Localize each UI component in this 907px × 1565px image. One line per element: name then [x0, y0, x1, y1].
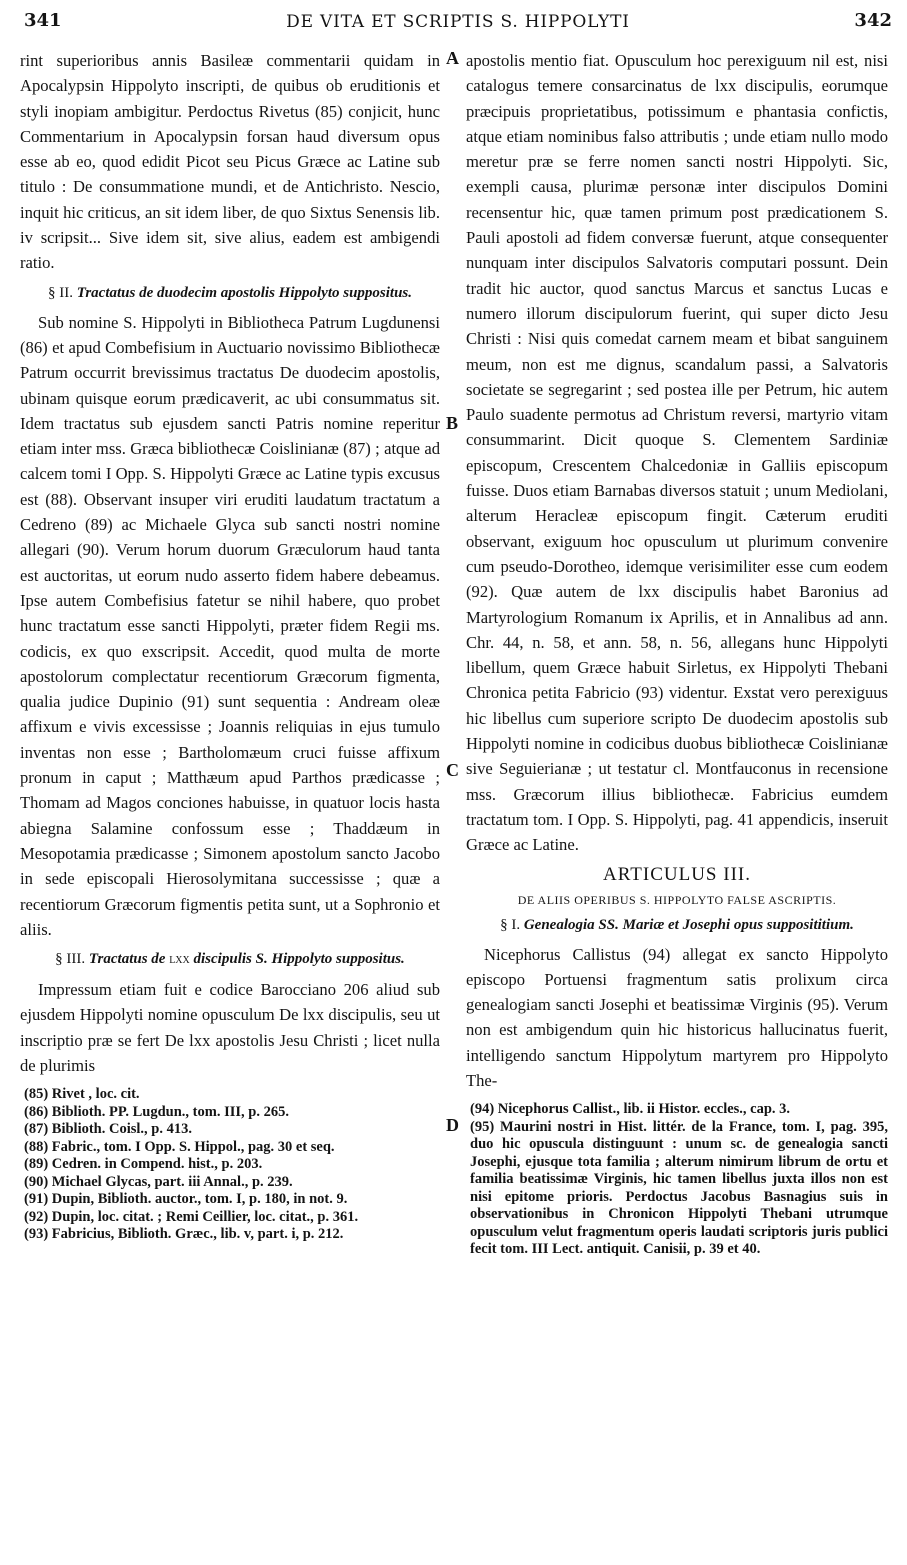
- margin-letter-a: A: [446, 48, 459, 68]
- paragraph: Sub nomine S. Hippolyti in Bibliotheca Patrum Lugdunensi (86) et apud Combefisium in Auctuario novissimo Bibliothecæ Patrum occurrit brevissimus tractatus De duodecim apostolis, ubinam quisque eorum prædicaverit, ac ubi consummatus sit. Idem tractatus sub ejusdem sancti Patris nomine reperitur etiam inter mss. Græca bibliothecæ Coislinianæ (87) ; atque ad calcem tomi I Opp. S. Hippolyti Græce ac Latine typis excusus est (88). Observant insuper viri eruditi laudatum tractatum a Cedreno (89) ac Michaele Glyca sub sancti nostri nomine allegari (90). Verum horum duorum Græculorum haud tanta est auctoritas, ut eorum nudo asserto fidem habere debeamus. Ipse autem Combefisius fatetur se nihil habere, quo probet hunc tractatum esse sancti Hippolyti, præter fidem Regii ms. codicis, ex quo exscripsit. Accedit, quod multa de morte apostolorum complectatur recentiorum Græcorum figmenta, qualia judice Dupinio (91) sunt sequentia : Andream oleæ affixum e vivis excessisse ; Joannis reliquias in ejus tumulo inventas non esse ; Bartholomæum cruci fuisse affixum pronum in caput ; Matthæum apud Parthos prædicasse ; Thomam ad Magos conciones habuisse, in quatuor locis hasta abiegna Salamine confossum esse ; Thaddæum in Mesopotamia prædicasse ; Simonem apostolum sancto Jacobo in sede episcopali Hierosolymitana successisse ; quæ a recentiorum Græcorum figmentis petita sunt, ut a Sophronio et aliis.: [20, 312, 440, 939]
- footnote: (94) Nicephorus Callist., lib. ii Histor. eccles., cap. 3.: [470, 1101, 791, 1118]
- footnote: (89) Cedren. in Compend. hist., p. 203.: [24, 1156, 263, 1173]
- footnote: (92) Dupin, loc. citat. ; Remi Ceillier, loc. citat., p. 361.: [24, 1208, 359, 1225]
- paragraph: apostolis mentio fiat. Opusculum hoc perexiguum nil est, nisi catalogus temere consarcinatus de lxx discipulis, eorumque præcipuis proprietatibus, potissimum e phantasia confictis, atque etiam nominibus falso attributis ; unde etiam nullo modo meretur præ se ferre nomen sancti nostri Hippolyti. Sic, exempli causa, plurimæ personæ inter discipulos Domini recensentur hic, quæ tamen primum post prædicationem S. Pauli apostoli ad fidem conversæ fuerunt, atque consequenter nunquam inter discipulos Salvatoris computari possunt. Dein tradit hic auctor, quod sanctus Marcus et sanctus Lucas e numero illorum discipulorum fuerint, qui super dicto Jesu Christi : Nisi quis comedat carnem meam et bibat sanguinem meum, non est me dignus, scandalum passi, a Salvatoris societate se segregarint ; sed postea ille per Petrum, hic autem Paulo suadente permotus ad Christum reversi, martyrio vitam consummarint. Dicit quoque S. Clementem Sardiniæ episcopum, Crescentem Chalcedoniæ in Galliis episcopum fuisse. Duos etiam Barnabas diversos statuit ; unum Mediolani, alterum Heracleæ episcopum fingit. Cæterum eruditi observant, exiguum hoc opusculum ut plurimum convenire cum pseudo-Dorotheo, idemque verisimiliter esse cum eodem (92). Quæ autem de lxx discipulis habet Baronius ad Martyrologium Romanum ix Aprilis, et in Annalibus ad ann. Chr. 44, n. 58, et ann. 58, n. 56, allegans hunc Hippolyti libellum, quem Græce habuit Sirletus, ex Hippolyti Thebani Chronica petita Fabricio (93) videntur. Exstat vero perexiguus hic libellus cum superiore scripto De duodecim apostolis sub Hippolyti nomine in codicibus duobus bibliothecæ Coislinianæ sive Seguierianæ ; ut testatur cl. Montfauconus in recensione mss. Græcorum illius bibliothecæ. Fabricius eumdem tractatum tom. I Opp. S. Hippolyti, pag. 41 appendicis, inseruit Græce ac Latine.: [466, 51, 888, 855]
- margin-letter-c: C: [446, 760, 459, 780]
- section-title: Tractatus de duodecim apostolis Hippolyto suppositus.: [76, 284, 413, 301]
- right-column: [466, 48, 888, 1548]
- footnote: (85) Rivet , loc. cit.: [24, 1086, 140, 1103]
- footnotes: [466, 1101, 888, 1259]
- page-number-left: 341: [24, 10, 62, 31]
- margin-letter-d: D: [446, 1115, 459, 1135]
- section-title: Genealogia SS. Mariæ et Josephi opus supposititium.: [523, 916, 854, 933]
- footnote: (88) Fabric., tom. I Opp. S. Hippol., pag. 30 et seq.: [24, 1138, 335, 1155]
- section-title: discipulis S. Hippolyto suppositus.: [193, 951, 405, 968]
- section-number: § I.: [500, 916, 521, 933]
- article-heading: ARTICULUS III.: [603, 863, 751, 885]
- footnote: (87) Biblioth. Coisl., p. 413.: [24, 1121, 192, 1138]
- section-heading: [20, 284, 440, 302]
- section-title: Tractatus de: [88, 951, 166, 968]
- paragraph: Impressum etiam fuit e codice Barocciano 206 aliud sub ejusdem Hippolyti nomine opusculum De lxx discipulis, seu ut inscriptio præ se fert De lxx apostolis Jesu Christi ; licet nulla de plurimis: [20, 980, 440, 1075]
- article-subheading: DE ALIIS OPERIBUS S. HIPPOLYTO FALSE ASCRIPTIS.: [517, 892, 837, 907]
- section-number: § III.: [55, 951, 86, 968]
- running-head: [24, 10, 892, 40]
- section-heading: [20, 950, 440, 969]
- paragraph: rint superioribus annis Basileæ commentarii quidam in Apocalypsin Hippolyto inscripti, de quibus ob eruditionis et styli inopiam ambigitur. Perdoctus Rivetus (85) conjicit, hunc Commentarium in Apocalypsin forsan haud diversum opus esse ab eo, quod edidit Picot seu Picus Græce ac Latine sub titulo : De consummatione mundi, et de Antichristo. Nescio, inquit hic criticus, an sit idem liber, de quo Sixtus Senensis lib. iv scripsit... Sive idem sit, sive alius, eadem est ambigendi ratio.: [20, 51, 440, 273]
- running-title: DE VITA ET SCRIPTIS S. HIPPOLYTI: [286, 12, 630, 32]
- footnote: (91) Dupin, Biblioth. auctor., tom. I, p. 180, in not. 9.: [24, 1191, 348, 1208]
- paragraph: Nicephorus Callistus (94) allegat ex sancto Hippolyto episcopo Portuensi fragmentum satis prolixum circa genealogiam sancti Josephi et beatissimæ Virginis (95). Verum non est ambigendum quin hic historicus hallucinatus fuerit, intelligendo sanctum Hippolytum martyrem pro Hippolyto The-: [466, 944, 888, 1090]
- footnote: (95) Maurini nostri in Hist. littér. de la France, tom. I, pag. 395, duo hic opuscula distinguunt : unum sc. de genealogia sancti Josephi, ejusque tota familia ; alterum nimirum librum de ortu et familia beatissimæ Virginis, hic tamen libellus juxta illos non est nisi epitome prioris. Perdoctus Jacobus Basnagius suis in observationibus in Chronicon Hippolyti Thebani utrumque opusculum velut fragmentum operis laudati scriptoris juris publici fecit tom. III Lect. antiquit. Canisii, p. 39 et 40.: [470, 1118, 888, 1258]
- margin-letter-b: B: [446, 413, 459, 433]
- section-number: § II.: [47, 284, 73, 301]
- footnotes: [20, 1086, 440, 1244]
- footnote: (90) Michael Glycas, part. iii Annal., p. 239.: [24, 1173, 293, 1190]
- section-title-numeral: lxx: [169, 952, 190, 968]
- footnote: (93) Fabricius, Biblioth. Græc., lib. v, part. i, p. 212.: [24, 1226, 344, 1243]
- section-heading: [466, 916, 888, 934]
- left-column: [20, 48, 440, 1548]
- footnote: (86) Biblioth. PP. Lugdun., tom. III, p. 265.: [24, 1103, 289, 1120]
- page-number-right: 342: [854, 10, 892, 31]
